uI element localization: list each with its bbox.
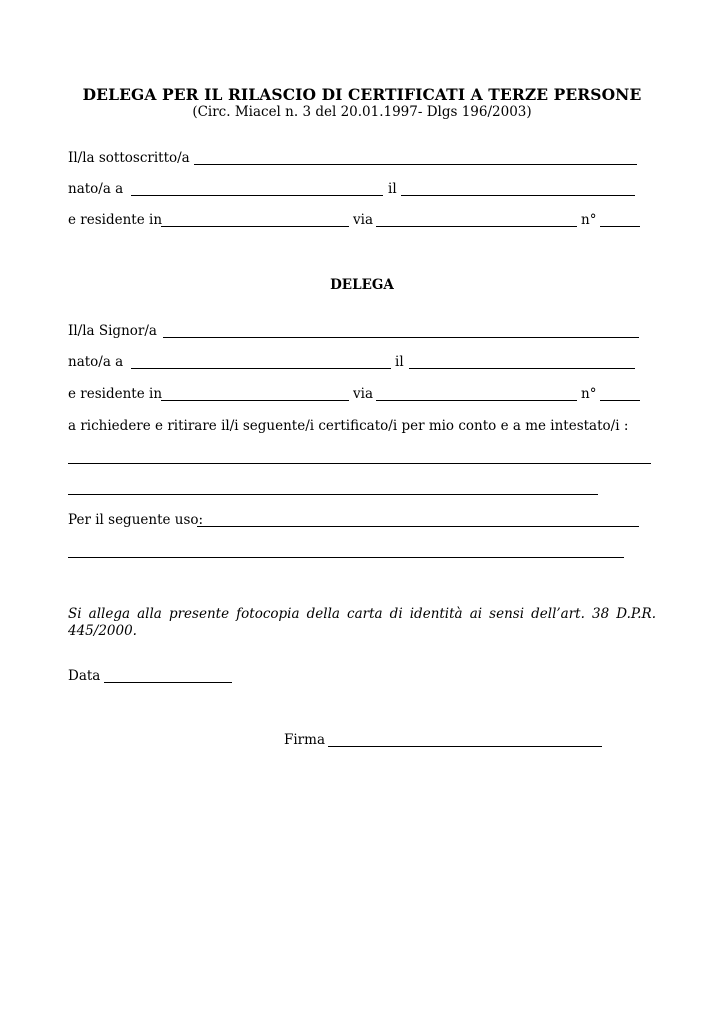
richiesta-text: a richiedere e ritirare il/i seguente/i certificato/i per mio conto e a me intestato/i : — [68, 418, 629, 434]
firma-label: Firma — [284, 732, 325, 748]
delegato-via-label: via — [353, 386, 373, 402]
allegato-note: Si allega alla presente fotocopia della carta di identità ai sensi dell’art. 38 D.P.R. 445/2000. — [68, 606, 656, 639]
delegante-nato-label: nato/a a — [68, 181, 124, 197]
delegante-street-field[interactable] — [376, 226, 577, 227]
document-title: DELEGA PER IL RILASCIO DI CERTIFICATI A TERZE PERSONE — [82, 85, 642, 104]
uso-label: Per il seguente uso: — [68, 512, 204, 528]
delegato-birthdate-field[interactable] — [409, 368, 635, 369]
uso-field[interactable] — [197, 526, 639, 527]
data-label: Data — [68, 668, 101, 684]
delegato-numero-label: n° — [581, 386, 597, 402]
delegante-residente-label: e residente in — [68, 212, 163, 228]
delega-heading: DELEGA — [330, 277, 394, 293]
delegato-il-label: il — [395, 354, 404, 370]
signor-label: Il/la Signor/a — [68, 323, 157, 339]
delegato-nato-label: nato/a a — [68, 354, 124, 370]
delegante-numero-label: n° — [581, 212, 597, 228]
delegato-birthplace-field[interactable] — [131, 368, 391, 369]
sottoscritto-field[interactable] — [194, 164, 637, 165]
document-subtitle: (Circ. Miacel n. 3 del 20.01.1997- Dlgs 196/2003) — [192, 104, 532, 120]
delegato-street-field[interactable] — [376, 400, 577, 401]
certificati-line-2[interactable] — [68, 494, 598, 495]
signor-field[interactable] — [163, 337, 639, 338]
certificati-line-1[interactable] — [68, 463, 651, 464]
delegante-birthplace-field[interactable] — [131, 195, 383, 196]
uso-line-2[interactable] — [68, 557, 624, 558]
delegato-residente-label: e residente in — [68, 386, 163, 402]
firma-field[interactable] — [328, 746, 602, 747]
delegato-city-field[interactable] — [161, 400, 349, 401]
delegante-il-label: il — [388, 181, 397, 197]
delegante-number-field[interactable] — [600, 226, 640, 227]
sottoscritto-label: Il/la sottoscritto/a — [68, 150, 190, 166]
data-field[interactable] — [104, 682, 232, 683]
delegante-via-label: via — [353, 212, 373, 228]
delegato-number-field[interactable] — [600, 400, 640, 401]
delegante-birthdate-field[interactable] — [401, 195, 635, 196]
delegante-city-field[interactable] — [161, 226, 349, 227]
